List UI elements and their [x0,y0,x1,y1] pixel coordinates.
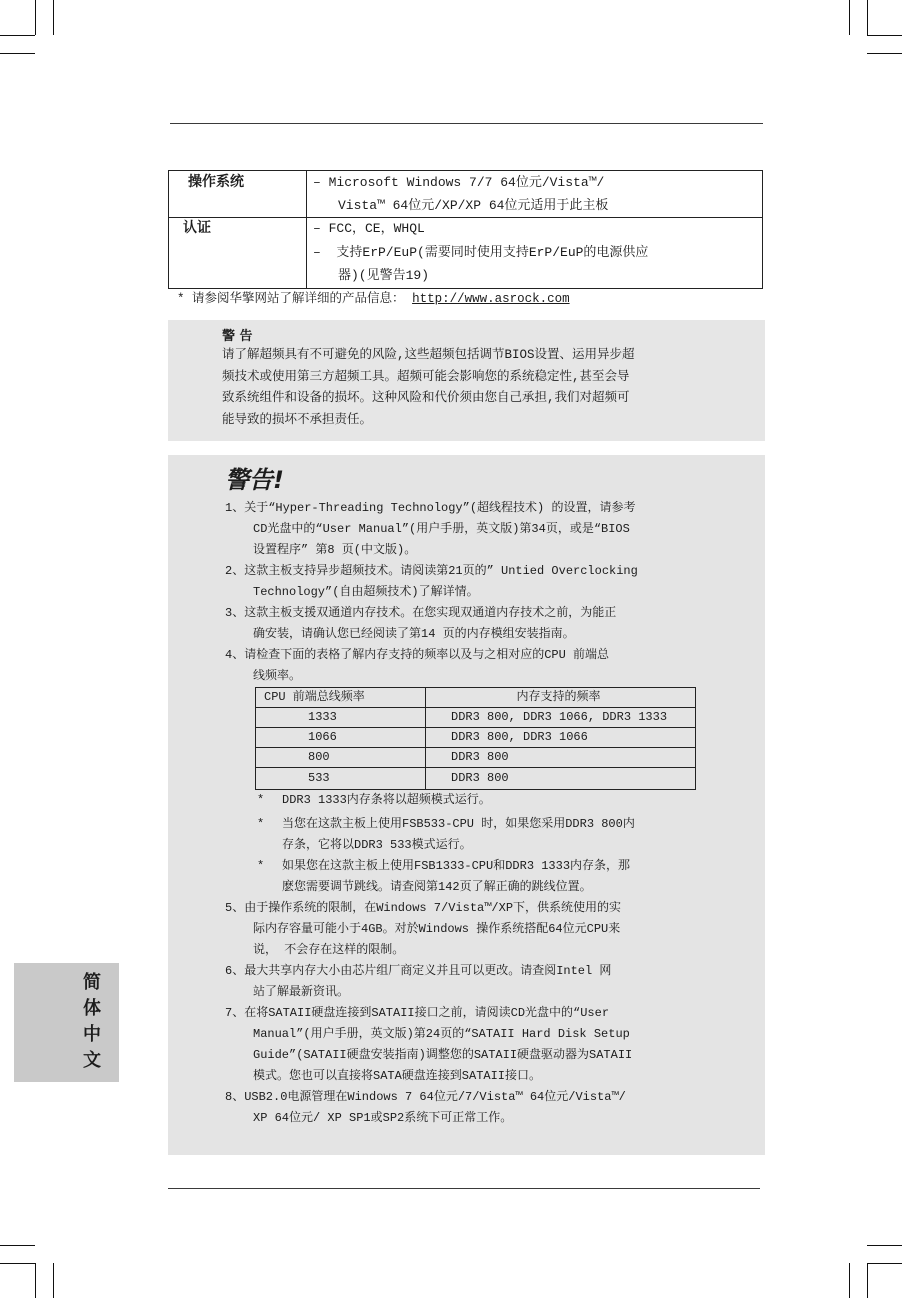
warning-line: 确安装，请确认您已经阅读了第14 页的内存模组安装指南。 [253,627,575,641]
warning-line: 3、这款主板支援双通道内存技术。在您实现双通道内存技术之前，为能正 [225,606,617,620]
product-info-footnote [177,291,570,307]
warning-line: 际内存容量可能小于4GB。对於Windows 操作系统搭配64位元CPU来 [253,922,621,936]
warning-item-5 [225,898,725,961]
crop-mark [0,35,35,36]
crop-mark [35,0,36,35]
warning-line: Guide”(SATAII硬盘安装指南)调整您的SATAII硬盘驱动器为SATAII [253,1048,633,1062]
crop-mark [0,53,35,54]
table-cell-memory: DDR3 800, DDR3 1066 [426,728,695,748]
warning-line: 说， 不会存在这样的限制。 [253,943,405,957]
crop-mark [0,1245,35,1246]
table-cell-memory: DDR3 800, DDR3 1066, DDR3 1333 [426,708,695,728]
warning-line: 1、关于“Hyper-Threading Technology”(超线程技术) 的设置，请参考 [225,501,636,515]
crop-mark [53,1263,54,1298]
footnote-text: 请参阅华擎网站了解详细的产品信息： [192,292,405,306]
warning-item-7 [225,1003,725,1087]
warning-line: Technology”(自由超频技术)了解详情。 [253,585,479,599]
memory-frequency-table [255,687,696,790]
os-line: Vista™ 64位元/XP/XP 64位元适用于此主板 [338,198,609,213]
specs-table [168,170,763,289]
notice-title: 警 告 [222,329,253,344]
footnote-asterisk: * [177,292,185,306]
certification-line: – FCC，CE，WHQL [313,221,425,236]
crop-mark [867,53,902,54]
warning-item-1 [225,498,725,561]
table-cell-fsb: 800 [256,748,426,768]
table-cell-memory: DDR3 800 [426,748,695,768]
notice-line: 请了解超频具有不可避免的风险,这些超频包括调节BIOS设置、运用异步超 [222,348,635,362]
notice-body [222,345,635,432]
warning-item-8 [225,1087,725,1129]
note-asterisk: * [257,817,265,831]
note-line: 当您在这款主板上使用FSB533-CPU 时，如果您采用DDR3 800内 [282,817,635,831]
note-asterisk: * [257,859,265,873]
note-line: 如果您在这款主板上使用FSB1333-CPU和DDR3 1333内存条，那 [282,859,631,873]
warnings-box [168,455,765,1155]
warning-item-2 [225,561,725,603]
warning-line: 设置程序” 第8 页(中文版)。 [253,543,417,557]
table-note [225,814,725,856]
table-note [225,856,725,898]
table-cell-fsb: 533 [256,768,426,789]
crop-mark [849,0,850,35]
crop-mark [867,1263,868,1298]
note-line: DDR3 1333内存条将以超频模式运行。 [282,793,491,807]
warning-line: 模式。您也可以直接将SATA硬盘连接到SATAII接口。 [253,1069,542,1083]
certification-cell [313,217,648,288]
os-line: – Microsoft Windows 7/7 64位元/Vista™/ [313,175,605,190]
crop-mark [53,0,54,35]
notice-line: 频技术或使用第三方超频工具。超频可能会影响您的系统稳定性,甚至会导 [222,369,630,384]
header-rule [170,123,763,124]
certification-line: 器)(见警告19) [338,268,430,283]
warning-line: 8、USB2.0电源管理在Windows 7 64位元/7/Vista™ 64位元/Vista™/ [225,1090,626,1104]
warning-item-3 [225,603,725,645]
os-label: 操作系统 [188,174,244,190]
warning-line: 7、在将SATAII硬盘连接到SATAII接口之前，请阅读CD光盘中的“User [225,1006,610,1020]
warning-line: 5、由于操作系统的限制，在Windows 7/Vista™/XP下，供系统使用的实 [225,901,622,915]
crop-mark [867,35,902,36]
note-line: 存条，它将以DDR3 533模式运行。 [282,838,472,852]
certification-line: – 支持ErP/EuP(需要同时使用支持ErP/EuP的电源供应 [313,244,649,260]
warning-line: Manual”(用户手册，英文版)第24页的“SATAII Hard Disk Setup [253,1027,630,1041]
note-line: 麽您需要调节跳线。请查阅第142页了解正确的跳线位置。 [282,880,592,894]
crop-mark [35,1263,36,1298]
warning-item-4 [225,645,725,687]
warning-line: CD光盘中的“User Manual”(用户手册，英文版)第34页，或是“BIOS [253,522,630,536]
asrock-website-link[interactable]: http://www.asrock.com [412,292,570,306]
warnings-list [225,498,725,1129]
table-cell-fsb: 1066 [256,728,426,748]
warning-line: 4、请检查下面的表格了解内存支持的频率以及与之相对应的CPU 前端总 [225,648,610,662]
crop-mark [867,1245,902,1246]
crop-mark [849,1263,850,1298]
table-header-cpu-fsb: CPU 前端总线频率 [256,688,426,708]
language-side-tab [14,963,119,1082]
warnings-title: 警告! [225,466,284,494]
table-header-memory-freq: 内存支持的频率 [426,688,695,708]
note-asterisk: * [257,793,265,807]
table-cell-fsb: 1333 [256,708,426,728]
language-tab-label: 简体中文 [80,972,101,1076]
warning-line: 站了解最新资讯。 [253,985,350,999]
table-cell-memory: DDR3 800 [451,771,509,785]
overclock-notice-box [168,320,765,441]
certification-label: 认证 [183,220,211,236]
crop-mark [867,0,868,35]
warning-line: 2、这款主板支持异步超频技术。请阅读第21页的” Untied Overclocking [225,564,638,578]
notice-line: 能导致的损坏不承担责任。 [222,413,373,428]
warning-line: 线频率。 [253,669,302,683]
table-note [225,790,725,811]
crop-mark [0,1263,35,1264]
notice-line: 致系统组件和设备的损坏。这种风险和代价须由您自己承担,我们对超频可 [222,391,630,406]
os-cell [313,171,608,217]
crop-mark [867,1263,902,1264]
footer-rule [168,1188,760,1189]
warning-line: XP 64位元/ XP SP1或SP2系统下可正常工作。 [253,1111,513,1125]
warning-line: 6、最大共享内存大小由芯片组厂商定义并且可以更改。请查阅Intel 网 [225,964,612,978]
table-column-divider [306,171,307,288]
warning-item-6 [225,961,725,1003]
